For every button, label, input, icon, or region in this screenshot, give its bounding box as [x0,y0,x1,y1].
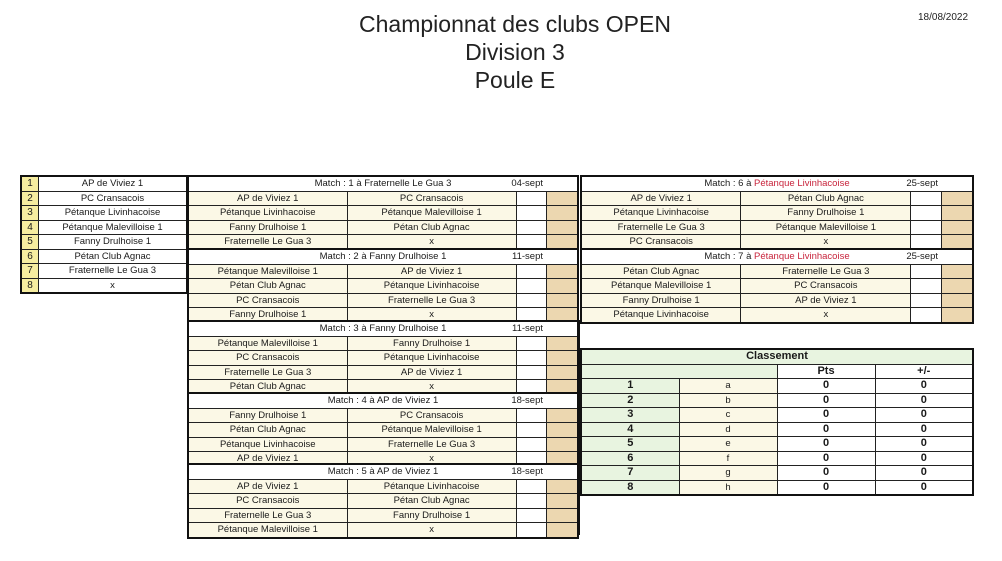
home-team: Pétanque Livinhacoise [581,206,741,221]
away-score-cell[interactable] [547,479,578,494]
ranking-diff: 0 [875,379,973,394]
match-date: 25-sept [906,251,938,262]
team-row [21,206,187,221]
ranking-team: a [679,379,777,394]
ranking-row [581,437,973,452]
game-row [188,264,578,279]
ranking-diff: 0 [875,437,973,452]
match-prefix: Match : 2 à [319,251,367,263]
ranking-points: 0 [777,451,875,466]
team-number: 8 [21,278,39,293]
match-header-row [581,176,973,191]
home-team: Fraternelle Le Gua 3 [188,235,347,250]
away-team: Fanny Drulhoise 1 [347,336,516,351]
ranking-points: 0 [777,437,875,452]
away-score-cell[interactable] [547,408,578,423]
match-prefix: Match : 6 à [704,178,752,190]
away-score-cell[interactable] [547,336,578,351]
home-score-cell[interactable] [516,220,546,235]
home-team: Pétan Club Agnac [581,264,741,279]
ranking-team: b [679,393,777,408]
game-row [188,191,578,206]
home-score-cell[interactable] [516,351,546,366]
away-team: x [347,523,516,538]
ranking-team: d [679,422,777,437]
match-date: 18-sept [511,466,543,477]
ranking-row [581,480,973,495]
match-date: 04-sept [511,178,543,189]
game-row [581,191,973,206]
away-team: x [741,235,911,250]
match-header [188,393,578,408]
match-table-3 [187,320,579,396]
game-row [188,336,578,351]
match-date: 18-sept [511,395,543,406]
home-team: Pétanque Malevilloise 1 [581,279,741,294]
away-team: Pétan Club Agnac [347,220,516,235]
away-team: Pétanque Livinhacoise [347,279,516,294]
team-number: 5 [21,235,39,250]
ranking-position: 5 [581,437,679,452]
home-score-cell[interactable] [911,220,942,235]
home-score-cell[interactable] [911,264,942,279]
away-score-cell[interactable] [547,279,578,294]
away-score-cell[interactable] [547,365,578,380]
home-team: AP de Viviez 1 [581,191,741,206]
home-score-cell[interactable] [911,206,942,221]
ranking-position: 2 [581,393,679,408]
ranking-diff: 0 [875,451,973,466]
match-venue: Pétanque Livinhacoise [754,251,850,263]
match-date: 11-sept [512,251,543,262]
away-team: x [347,452,516,467]
home-team: Pétanque Malevilloise 1 [188,523,347,538]
match-table-7 [580,248,974,324]
match-date: 25-sept [906,178,938,189]
ranking-diff: 0 [875,393,973,408]
game-row [188,423,578,438]
ranking-table [580,348,974,496]
away-score-cell[interactable] [547,293,578,308]
away-score-cell[interactable] [547,220,578,235]
home-team: Pétanque Livinhacoise [188,206,347,221]
ranking-points: 0 [777,379,875,394]
game-row [188,206,578,221]
home-score-cell[interactable] [516,336,546,351]
team-row [21,249,187,264]
away-team: Pétanque Malevilloise 1 [741,220,911,235]
away-team: PC Cransacois [347,191,516,206]
home-team: Pétanque Livinhacoise [188,437,347,452]
ranking-diff: 0 [875,480,973,495]
match-venue: Pétanque Livinhacoise [754,178,850,190]
ranking-points: 0 [777,408,875,423]
ranking-points: 0 [777,480,875,495]
home-score-cell[interactable] [911,293,942,308]
ranking-position: 8 [581,480,679,495]
home-team: AP de Viviez 1 [188,452,347,467]
match-prefix: Match : 5 à [327,466,375,478]
match-venue: AP de Viviez 1 [376,466,439,478]
game-row [188,279,578,294]
away-score-cell[interactable] [941,293,973,308]
ranking-team: h [679,480,777,495]
match-prefix: Match : 1 à [314,178,362,190]
away-score-cell[interactable] [547,437,578,452]
away-score-cell[interactable] [547,351,578,366]
away-team: Pétanque Livinhacoise [347,479,516,494]
ranking-header-row [581,364,973,379]
match-header-row [188,393,578,408]
away-team: Pétan Club Agnac [741,191,911,206]
away-team: Pétanque Livinhacoise [347,351,516,366]
home-team: AP de Viviez 1 [188,479,347,494]
match-header [581,249,973,264]
away-score-cell[interactable] [941,308,973,323]
match-venue: Fanny Drulhoise 1 [369,323,447,335]
team-number: 1 [21,176,39,191]
game-row [581,308,973,323]
home-team: Pétan Club Agnac [188,423,347,438]
ranking-team: g [679,466,777,481]
away-score-cell[interactable] [941,220,973,235]
match-table-1 [187,175,579,251]
ranking-header-pts: Pts [777,364,875,379]
team-name[interactable]: Fraternelle Le Gua 3 [39,264,188,279]
home-team: PC Cransacois [188,351,347,366]
match-venue: AP de Viviez 1 [376,395,439,407]
team-row [21,191,187,206]
away-team: Fraternelle Le Gua 3 [347,293,516,308]
team-number: 3 [21,206,39,221]
home-team: Fanny Drulhoise 1 [188,220,347,235]
ranking-title: Classement [581,349,973,364]
home-team: Fanny Drulhoise 1 [581,293,741,308]
team-name[interactable]: Fanny Drulhoise 1 [39,235,188,250]
match-prefix: Match : 4 à [327,395,375,407]
home-score-cell[interactable] [516,293,546,308]
team-number: 4 [21,220,39,235]
team-name[interactable]: Pétan Club Agnac [39,249,188,264]
ranking-team: e [679,437,777,452]
home-score-cell[interactable] [516,408,546,423]
away-team: x [347,308,516,323]
home-score-cell[interactable] [911,191,942,206]
away-team: PC Cransacois [741,279,911,294]
away-team: PC Cransacois [347,408,516,423]
game-row [188,220,578,235]
home-team: Pétanque Malevilloise 1 [188,264,347,279]
home-team: AP de Viviez 1 [188,191,347,206]
team-name[interactable]: PC Cransacois [39,191,188,206]
home-score-cell[interactable] [911,308,942,323]
ranking-position: 6 [581,451,679,466]
away-score-cell[interactable] [941,264,973,279]
ranking-team: f [679,451,777,466]
away-team: Fraternelle Le Gua 3 [347,437,516,452]
game-row [581,220,973,235]
ranking-diff: 0 [875,408,973,423]
game-row [188,479,578,494]
match-header [188,176,578,191]
away-team: Fraternelle Le Gua 3 [741,264,911,279]
title-line-2: Division 3 [465,39,565,65]
home-team: Fraternelle Le Gua 3 [188,365,347,380]
title-line-3: Poule E [474,67,556,93]
home-team: Fraternelle Le Gua 3 [581,220,741,235]
away-team: Fanny Drulhoise 1 [741,206,911,221]
match-header-row [188,249,578,264]
away-score-cell[interactable] [547,423,578,438]
away-score-cell[interactable] [547,508,578,523]
home-team: Pétanque Livinhacoise [581,308,741,323]
game-row [188,351,578,366]
away-team: AP de Viviez 1 [347,365,516,380]
match-header [188,321,578,336]
match-table-6 [580,175,974,251]
away-score-cell[interactable] [941,279,973,294]
home-score-cell[interactable] [516,523,546,538]
game-row [581,206,973,221]
match-header-row [581,249,973,264]
home-score-cell[interactable] [516,365,546,380]
team-row [21,235,187,250]
match-table-2 [187,248,579,324]
ranking-position: 3 [581,408,679,423]
ranking-diff: 0 [875,466,973,481]
away-team: AP de Viviez 1 [347,264,516,279]
ranking-row [581,393,973,408]
away-team: Pétanque Malevilloise 1 [347,423,516,438]
team-row [21,176,187,191]
match-venue: Fraternelle Le Gua 3 [364,178,452,190]
document-title [0,10,1002,94]
game-row [188,408,578,423]
ranking-row [581,408,973,423]
ranking-row [581,466,973,481]
team-number: 7 [21,264,39,279]
game-row [188,523,578,538]
ranking-position: 7 [581,466,679,481]
team-row [21,220,187,235]
match-header-row [188,176,578,191]
home-score-cell[interactable] [516,423,546,438]
ranking-points: 0 [777,393,875,408]
away-score-cell[interactable] [547,206,578,221]
match-header [581,176,973,191]
game-row [188,494,578,509]
home-team: Pétan Club Agnac [188,380,347,395]
ranking-team: c [679,408,777,423]
away-score-cell[interactable] [547,264,578,279]
team-name[interactable]: x [39,278,188,293]
home-score-cell[interactable] [911,279,942,294]
away-team: Pétan Club Agnac [347,494,516,509]
away-score-cell[interactable] [547,191,578,206]
away-team: Fanny Drulhoise 1 [347,508,516,523]
game-row [581,264,973,279]
home-team: PC Cransacois [581,235,741,250]
game-row [581,279,973,294]
match-header-row [188,464,578,479]
match-header [188,249,578,264]
match-header-row [188,321,578,336]
game-row [188,508,578,523]
home-team: PC Cransacois [188,293,347,308]
match-prefix: Match : 3 à [319,323,367,335]
match-header [188,464,578,479]
match-table-4 [187,392,579,468]
home-team: Fanny Drulhoise 1 [188,308,347,323]
team-name[interactable]: Pétanque Livinhacoise [39,206,188,221]
ranking-title-row [581,349,973,364]
match-venue: Fanny Drulhoise 1 [369,251,447,263]
game-row [188,365,578,380]
game-row [581,293,973,308]
away-team: Pétanque Malevilloise 1 [347,206,516,221]
match-prefix: Match : 7 à [704,251,752,263]
home-team: Fanny Drulhoise 1 [188,408,347,423]
home-score-cell[interactable] [516,264,546,279]
print-date: 18/08/2022 [918,12,969,23]
away-team: x [741,308,911,323]
team-name[interactable]: Pétanque Malevilloise 1 [39,220,188,235]
ranking-points: 0 [777,422,875,437]
ranking-row [581,422,973,437]
team-row [21,278,187,293]
title-line-1: Championnat des clubs OPEN [359,11,671,37]
match-table-5 [187,463,579,539]
home-score-cell[interactable] [516,437,546,452]
team-number: 6 [21,249,39,264]
ranking-row [581,451,973,466]
home-team: Fraternelle Le Gua 3 [188,508,347,523]
game-row [188,437,578,452]
ranking-points: 0 [777,466,875,481]
away-team: AP de Viviez 1 [741,293,911,308]
away-team: x [347,235,516,250]
away-score-cell[interactable] [547,494,578,509]
home-team: Pétan Club Agnac [188,279,347,294]
game-row [188,293,578,308]
ranking-diff: 0 [875,422,973,437]
away-score-cell[interactable] [547,523,578,538]
ranking-position: 1 [581,379,679,394]
home-team: Pétanque Malevilloise 1 [188,336,347,351]
ranking-row [581,379,973,394]
ranking-header-diff: +/- [875,364,973,379]
team-number: 2 [21,191,39,206]
home-score-cell[interactable] [516,494,546,509]
ranking-header-blank [581,364,777,379]
home-score-cell[interactable] [516,479,546,494]
home-score-cell[interactable] [516,508,546,523]
ranking-position: 4 [581,422,679,437]
team-row [21,264,187,279]
away-score-cell[interactable] [941,206,973,221]
away-score-cell[interactable] [941,191,973,206]
home-score-cell[interactable] [516,279,546,294]
home-score-cell[interactable] [516,206,546,221]
team-name[interactable]: AP de Viviez 1 [39,176,188,191]
away-team: x [347,380,516,395]
match-date: 11-sept [512,323,543,334]
home-team: PC Cransacois [188,494,347,509]
team-list [20,175,188,294]
home-score-cell[interactable] [516,191,546,206]
